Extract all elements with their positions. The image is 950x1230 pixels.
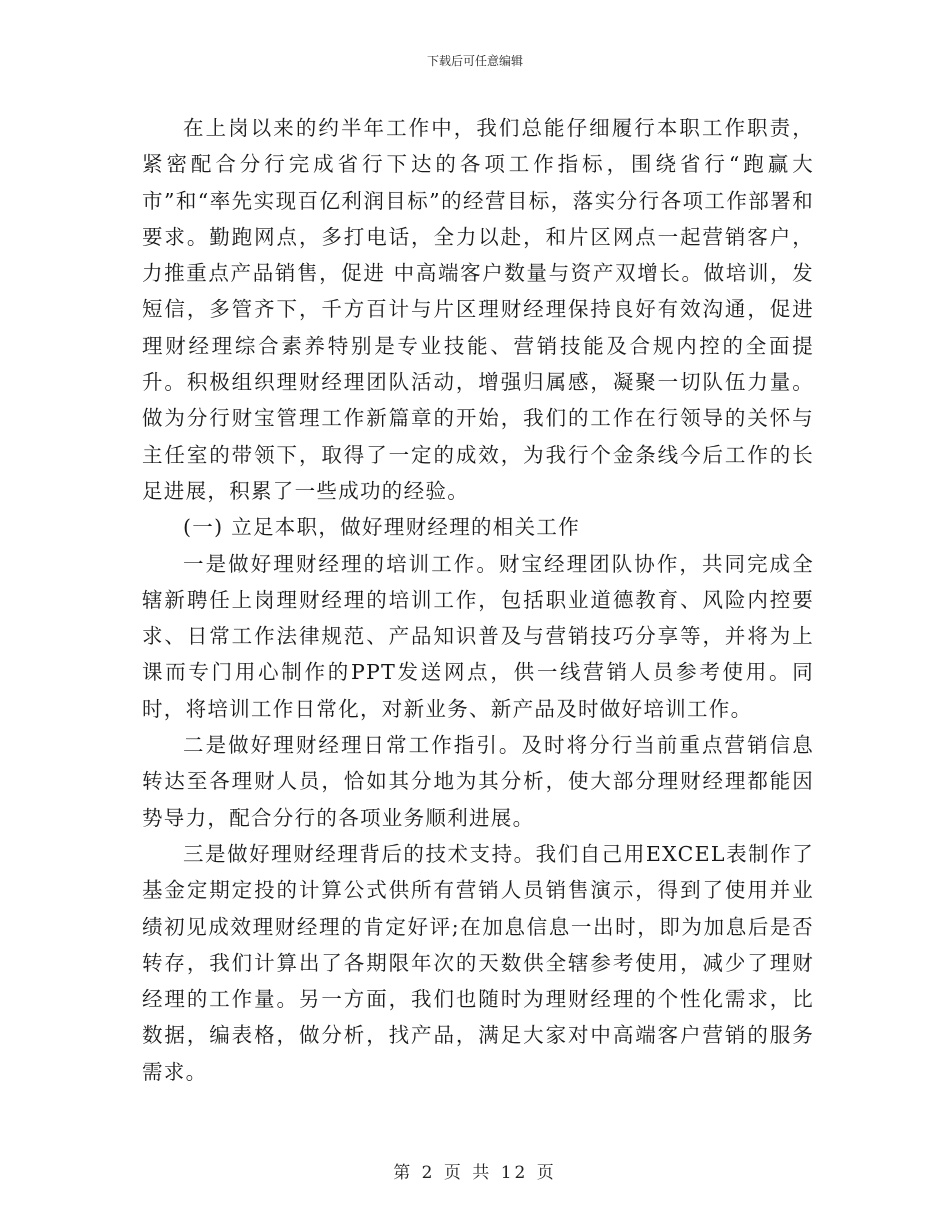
page-header: 下载后可任意编辑	[426, 54, 523, 68]
page-footer	[0, 1158, 950, 1183]
page-number: 第 2 页 共 12 页	[393, 1163, 557, 1183]
paragraph-training: 一是做好理财经理的培训工作。财宝经理团队协作，共同完成全辖新聘任上岗理财经理的培训工作，包括职业道德教育、风险内控要求、日常工作法律规范、产品知识普及与营销技巧分享等，并将为上课而专门用心制作的PPT发送网点，供一线营销人员参考使用。同时，将培训工作日常化，对新业务、新产品及时做好培训工作。	[142, 551, 814, 721]
paragraph-tech-support: 三是做好理财经理背后的技术支持。我们自己用EXCEL表制作了基金定期定投的计算公式供所有营销人员销售演示，得到了使用并业绩初见成效理财经理的肯定好评;在加息信息一出时，即为加息后是否转存，我们计算出了各期限年次的天数供全辖参考使用，减少了理财经理的工作量。另一方面，我们也随时为理财经理的个性化需求，比数据，编表格，做分析，找产品，满足大家对中高端客户营销的服务需求。	[142, 841, 814, 1084]
document-body	[142, 110, 814, 1090]
paragraph-guidance: 二是做好理财经理日常工作指引。及时将分行当前重点营销信息转达至各理财人员，恰如其分地为其分析，使大部分理财经理都能因势导力，配合分行的各项业务顺利进展。	[142, 733, 814, 830]
paragraph-intro: 在上岗以来的约半年工作中，我们总能仔细履行本职工作职责，紧密配合分行完成省行下达的各项工作指标，围绕省行“跑赢大市”和“率先实现百亿利润目标”的经营目标，落实分行各项工作部署和要求。勤跑网点，多打电话，全力以赴，和片区网点一起营销客户，力推重点产品销售，促进 中高端客户数量与资产双增长。做培训，发短信，多管齐下，千方百计与片区理财经理保持良好有效沟通，促进理财经理综合素养特别是专业技能、营销技能及合规内控的全面提升。积极组织理财经理团队活动，增强归属感，凝聚一切队伍力量。做为分行财宝管理工作新篇章的开始，我们的工作在行领导的关怀与主任室的带领下，取得了一定的成效，为我行个金条线今后工作的长足进展，积累了一些成功的经验。	[142, 116, 814, 503]
section-heading: (一) 立足本职，做好理财经理的相关工作	[183, 515, 581, 540]
